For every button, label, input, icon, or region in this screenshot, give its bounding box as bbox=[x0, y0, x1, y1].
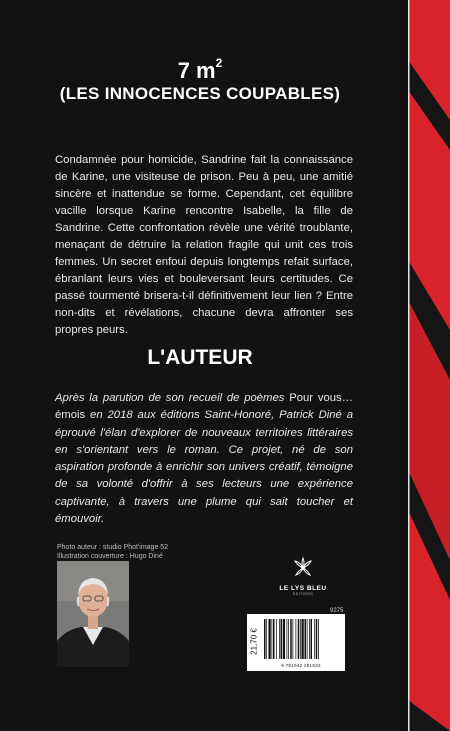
publisher-name: LE LYS BLEU bbox=[279, 585, 327, 592]
isbn-digits: 9 791042 251632 bbox=[281, 663, 321, 668]
bio-book-title: Pour vous… émois bbox=[55, 392, 353, 422]
author-heading: L'AUTEUR bbox=[147, 346, 253, 369]
photo-credits bbox=[57, 543, 168, 561]
price-label: 21,70 € bbox=[249, 628, 259, 655]
author-bio: Après la parution de son recueil de poèmes Pour vous… émois en 2018 aux éditions Saint-Honoré, Patrick Diné a éprouvé l'élan d'explorer de nouveaux territoires littéraires en s'orientant vers le roman. Ce projet, né de son aspiration profonde à enrichir son univers créatif, témoigne de sa volonté d'offrir à ses lecteurs une expérience captivante, à travers une plume qui sait toucher et émouvoir. bbox=[55, 392, 353, 526]
publisher-logo bbox=[272, 556, 334, 596]
credit-illustration: Illustration couverture : Hugo Diné bbox=[57, 553, 163, 560]
publisher-sub: ÉDITIONS bbox=[292, 592, 314, 596]
synopsis-text: Condamnée pour homicide, Sandrine fait la connaissance de Karine, une visiteuse de prison. Peu à peu, une amitié sincère et inattendue se forme. Cependant, cet équilibre vacille lorsque Karine rencontre Isabelle, la fille de Sandrine. Cette confrontation révèle une vérité troublante, menaçant de détruire la relation fragile qui unit ces trois femmes. Un secret enfoui depuis longtemps refait surface, ébranlant leurs vies et bouleversant leurs certitudes. Ce passé tourmenté brisera-t-il définitivement leur lien ? Entre non-dits et révélations, chacune devra affronter ses propres peurs. bbox=[55, 154, 353, 336]
book-title: 7 $m^2$ bbox=[177, 56, 223, 83]
lys-flower-icon bbox=[292, 556, 314, 578]
author-photo bbox=[57, 561, 129, 667]
credit-photo: Photo auteur : studio Phot'image 52 bbox=[57, 544, 169, 551]
barcode-icon bbox=[262, 619, 342, 663]
title-superscript: 2 bbox=[215, 56, 223, 70]
catalog-code: 9275 bbox=[330, 608, 344, 614]
book-subtitle: (LES INNOCENCES COUPABLES) bbox=[59, 84, 341, 103]
spine bbox=[400, 0, 450, 731]
